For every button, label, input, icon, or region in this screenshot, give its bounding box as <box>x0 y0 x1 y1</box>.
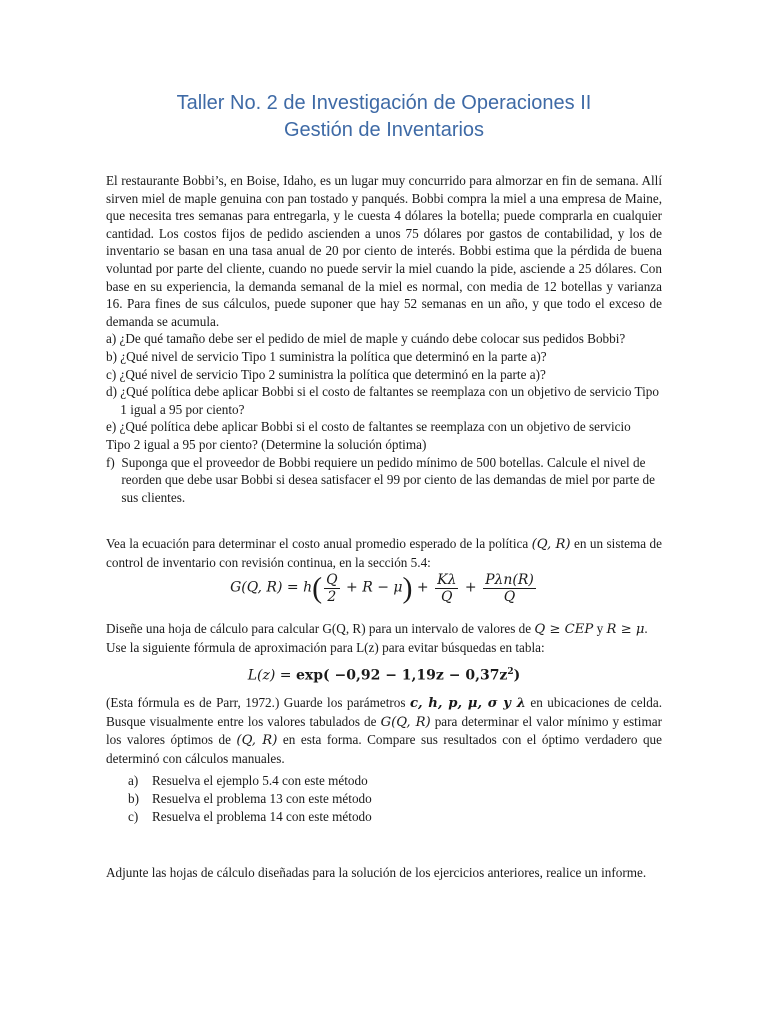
constraint-r: R ≥ μ <box>606 622 645 637</box>
list-item: b) Resuelva el problema 13 con este método <box>128 791 372 806</box>
question-item <box>106 436 662 454</box>
question-text: ¿Qué nivel de servicio Tipo 1 suministra la política que determinó en la parte a)? <box>120 348 547 364</box>
question-label: a) <box>106 331 120 347</box>
question-item <box>106 454 662 507</box>
open-paren: ( <box>312 571 323 605</box>
question-text: Tipo 2 igual a 95 por ciento? (Determine la solución óptima) <box>106 436 427 452</box>
question-text: ¿Qué política debe aplicar Bobbi si el costo de faltantes se reemplaza con un objetivo de servicio <box>119 419 631 435</box>
question-text: Suponga que el proveedor de Bobbi requiere un pedido mínimo de 500 botellas. Calcule el nivel de reorden que debe usar Bobbi si desea satisfacer el 99 por ciento de las demandas de miel por parte de sus clientes. <box>121 454 655 505</box>
approx-intro: Use la siguiente fórmula de aproximación para L(z) para evitar búsquedas en tabla: <box>106 639 545 655</box>
problem-paragraph: El restaurante Bobbi’s, en Boise, Idaho, es un lugar muy concurrido para almorzar en fin de semana. Allí sirven miel de maple genuina con pan tostado y panqués. Bobbi compra la miel a una empresa de Maine, que necesita tres semanas para entregarla, y le cuesta 4 dólares la botella; puede comprarla en cualquier cantidad. Los costos fijos de pedido ascienden a unos 75 dólares por gastos de contabilidad, y los de inventario se basan en una tasa anual de 20 por ciento de interés. Bobbi estima que la pérdida de buena voluntad por parte del cliente, cuando no puede servir la miel cuando la pide, asciende a 25 dólares. Con base en su experiencia, la demanda semanal de la miel es normal, con media de 12 botellas y varianza 16. Para fines de sus cálculos, puede suponer que hay 52 semanas en un año, y que todo el exceso de demanda se acumula. <box>106 173 662 329</box>
fraction-q-over-2: $\frac{Q}{2}$ <box>326 572 338 605</box>
question-label: d) <box>106 384 121 400</box>
question-text: ¿Qué nivel de servicio Tipo 2 suministra la política que determinó en la parte a)? <box>119 366 546 382</box>
closing-paragraph: Adjunte las hojas de cálculo diseñadas para la solución de los ejercicios anteriores, realice un informe. <box>106 865 647 880</box>
question-label: c) <box>106 366 120 382</box>
constraint-q: Q ≥ CEP <box>534 622 594 637</box>
question-list <box>106 330 662 506</box>
spreadsheet-instructions: Diseñe una hoja de cálculo para calcular G(Q, R) para un intervalo de valores de Q ≥ CEP y R ≥ μ. Use la siguiente fórmula de aproximación para L(z) para evitar búsquedas en tabla: <box>106 620 662 656</box>
parameters-paragraph: (Esta fórmula es de Parr, 1972.) Guarde los parámetros c, h, p, μ, σ y λ en ubicaciones de celda. Busque visualmente entre los valores tabulados de G(Q, R) para determinar el valor mínimo y estimar los valores óptimos de (Q, R) en esta forma. Compare sus resultados con el óptimo verdadero que determinó con cálculos manuales. <box>106 695 662 766</box>
fraction-k-lambda: $\frac{K\lambda}{Q}$ <box>437 572 457 605</box>
intro-text-1: Vea la ecuación para determinar el costo anual promedio esperado de la política <box>106 536 532 551</box>
question-item <box>106 348 662 366</box>
intro-text-2: en un sistema de control de inventario con revisión continua, en la sección 5.4: <box>106 536 663 570</box>
close-paren: ) <box>402 571 413 605</box>
parameter-list: c, h, p, μ, σ y λ <box>409 696 526 711</box>
title-line-2: Gestión de Inventarios <box>283 119 485 141</box>
question-label: f) <box>106 454 122 470</box>
question-item <box>106 330 662 348</box>
fraction-shortage: $\frac{\text{Pλn(R)}}{Q}$ <box>485 572 534 605</box>
method-task-list <box>128 772 648 826</box>
cost-equation-intro <box>106 535 662 571</box>
question-item <box>106 418 662 436</box>
equation-lhs: G(Q, R) = h <box>230 579 313 596</box>
question-label: b) <box>106 348 121 364</box>
title-line-1: Taller No. 2 de Investigación de Operaciones II <box>176 92 592 114</box>
question-item <box>106 383 662 418</box>
question-item <box>106 366 662 384</box>
cost-equation: G(Q, R) = h( $\frac{Q}{2}$ + R − μ) + $\frac{K\lambda}{Q}$ + $\frac{\text{Pλn(R)}}{Q}$ <box>230 571 534 605</box>
list-item: c) Resuelva el problema 14 con este método <box>128 809 372 824</box>
policy-math: (Q, R) <box>531 537 571 552</box>
question-text: ¿De qué tamaño debe ser el pedido de miel de maple y cuándo debe colocar sus pedidos Bobbi? <box>119 331 626 347</box>
question-text: ¿Qué política debe aplicar Bobbi si el costo de faltantes se reemplaza con un objetivo de servicio Tipo 1 igual a 95 por ciento? <box>120 384 659 417</box>
question-label: e) <box>106 419 120 435</box>
list-item: a) Resuelva el ejemplo 5.4 con este método <box>128 773 368 788</box>
document-title <box>0 90 768 144</box>
problem-section <box>106 172 662 506</box>
loss-function-equation: $L(z) = \exp( -0,92 - 1,19z - 0,37z^2)$ <box>247 667 521 684</box>
equation-mid: + R − μ <box>341 579 403 596</box>
